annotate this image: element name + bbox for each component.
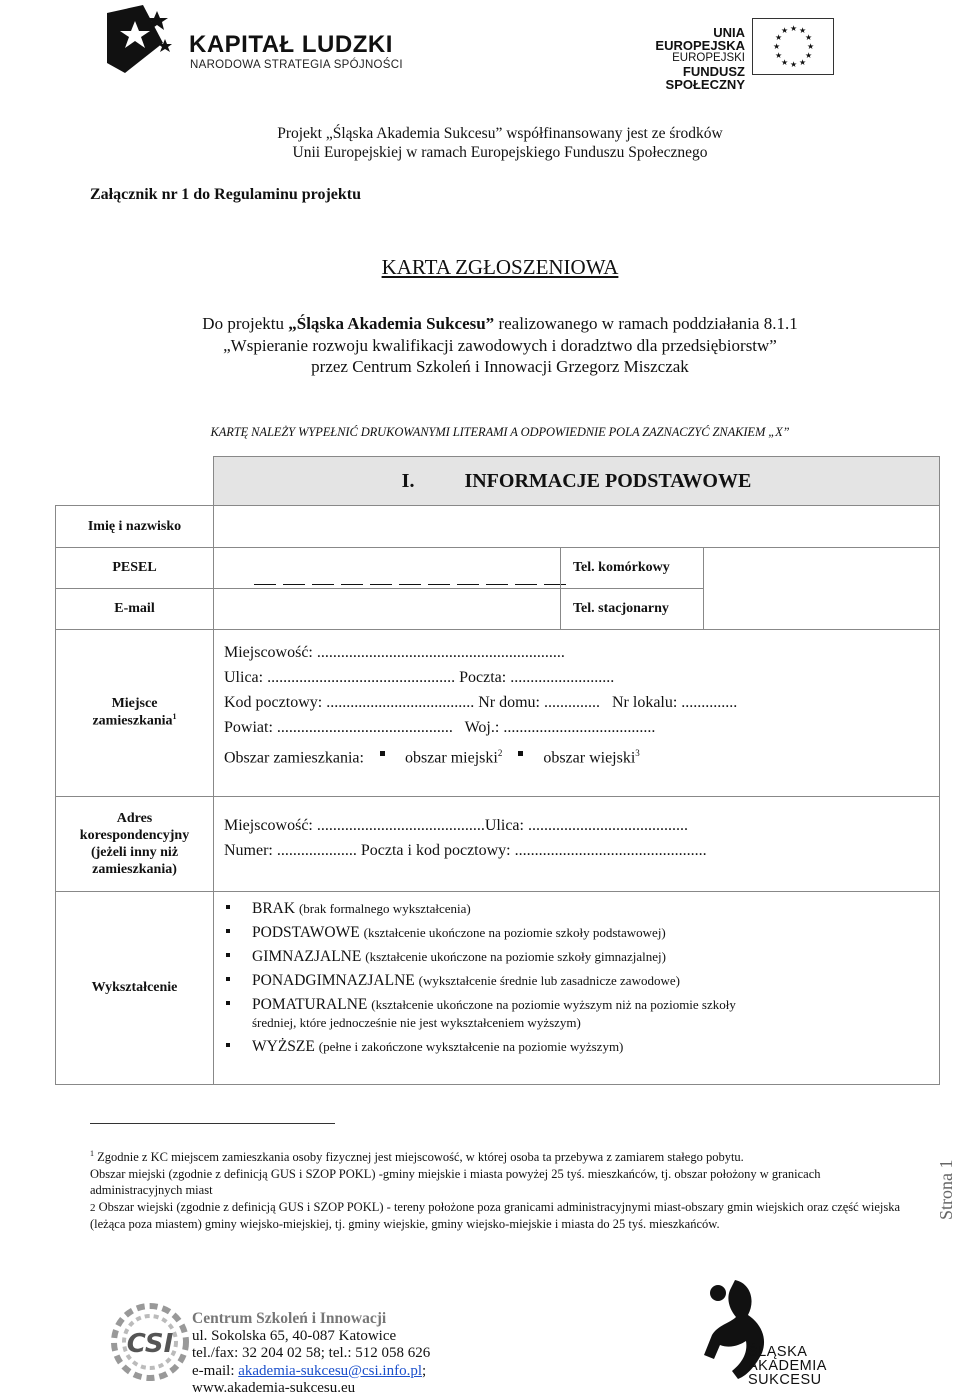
corr-label-line4: zamieszkania) [92,862,177,877]
header-spacer [56,457,214,506]
eu-line2: EUROPEJSKI [672,52,745,64]
education-desc: (kształcenie ukończone na poziomie szkoły gimnazjalnej) [365,949,666,964]
csi-logo-text: CSI [126,1329,174,1359]
kapital-ludzki-emblem-icon [105,3,185,75]
education-name: BRAK [252,900,296,917]
section-header [214,457,940,506]
kapital-ludzki-logo [105,3,403,73]
education-checkbox[interactable] [226,905,230,909]
pesel-digit[interactable] [341,584,363,585]
intro-project-name: „Śląska Akademia Sukcesu” [288,314,495,333]
education-desc: (kształcenie ukończone na poziomie szkoły podstawowej) [363,925,666,940]
pesel-digit[interactable] [254,584,276,585]
rural-footnote-mark: 3 [635,748,640,758]
footnote-1-mark: 1 [90,1149,94,1158]
intro-suffix: realizowanego w ramach poddziałania 8.1.1 [494,314,798,333]
residence-county-row [224,719,929,737]
residence-house-no[interactable]: Nr domu: .............. [478,694,600,711]
pesel-digit[interactable] [428,584,450,585]
row-divider [214,588,560,589]
footer-email-link[interactable]: akademia-sukcesu@csi.info.pl [238,1362,422,1379]
residence-post[interactable]: Poczta: .......................... [459,669,615,686]
education-desc: (pełne i zakończone wykształcenie na poziomie wyższym) [318,1039,624,1054]
footer-www: www.akademia-sukcesu.eu [192,1380,356,1396]
fill-instruction: KARTĘ NALEŻY WYPEŁNIĆ DRUKOWANYMI LITERAMI A ODPOWIEDNIE POLA ZAZNACZYĆ ZNAKIEM „X” [210,425,790,439]
education-options [214,892,940,1085]
svg-text:★: ★ [805,33,813,42]
landline-label: Tel. stacjonarny [560,589,704,629]
urban-checkbox[interactable] [380,751,385,756]
pesel-digit[interactable] [312,584,334,585]
registration-form-table [55,456,940,1085]
mobile-label: Tel. komórkowy [560,548,704,589]
email-label: E-mail [114,601,155,616]
residence-label [56,630,214,797]
urban-label: obszar miejski [404,749,498,767]
svg-text:★: ★ [781,26,789,35]
svg-text:★: ★ [775,33,783,42]
footer-email-suffix: ; [422,1362,427,1379]
education-option[interactable] [214,1038,939,1056]
svg-text:★: ★ [781,58,789,67]
corr-post-code[interactable]: Poczta i kod pocztowy: ................................................ [360,841,707,859]
area-label: Obszar zamieszkania: [224,749,364,767]
name-field[interactable] [214,506,940,548]
intro-line3: przez Centrum Szkoleń i Innowacji Grzegorz Miszczak [311,357,689,376]
residence-footnote-mark: 1 [172,712,177,722]
education-name: GIMNAZJALNE [252,948,362,965]
education-label: Wykształcenie [56,892,214,1085]
residence-flat-no[interactable]: Nr lokalu: .............. [611,694,738,711]
footer-contact [192,1310,430,1398]
correspondence-fields [214,797,940,892]
education-option-continued [214,1014,939,1032]
corr-row2 [224,842,929,860]
correspondence-label [56,797,214,892]
rural-checkbox[interactable] [518,751,523,756]
corr-label-line1: Adres [116,811,153,826]
annex-label: Załącznik nr 1 do Regulaminu projektu [90,186,362,203]
pesel-label: PESEL [56,548,213,589]
corr-street[interactable]: Ulica: ........................................ [484,816,688,834]
education-option[interactable] [214,948,939,966]
eu-line3: FUNDUSZ SPOŁECZNY [665,64,745,92]
svg-text:★: ★ [790,60,798,69]
pesel-digit[interactable] [283,584,305,585]
education-option[interactable] [214,996,939,1014]
kapital-ludzki-subtitle: NARODOWA STRATEGIA SPÓJNOŚCI [190,59,403,71]
footnote-1 [90,1146,910,1166]
form-title: KARTA ZGŁOSZENIOWA [381,255,619,279]
residence-street[interactable]: Ulica: ............................................... [224,669,456,686]
footnotes [90,1146,910,1233]
svg-text:★: ★ [799,58,807,67]
pesel-email-labels [56,548,214,630]
footnote-separator [90,1123,335,1124]
footer-phones: tel./fax: 32 204 02 58; tel.: 512 058 626 [192,1345,431,1361]
pesel-digit[interactable] [486,584,508,585]
footnote-1-text: Zgodnie z KC miejscem zamieszkania osoby fizycznej jest miejscowość, w której osoba ta przebywa z zamiarem stałego pobytu. [97,1150,744,1165]
residence-label-line2: zamieszkania [92,713,173,729]
intro-prefix: Do projektu [202,314,289,333]
footnote-2 [90,1199,910,1233]
intro-line2: „Wspieranie rozwoju kwalifikacji zawodowych i doradztwo dla przedsiębiorstw” [223,335,777,355]
residence-area-row [224,748,929,767]
corr-number[interactable]: Numer: .................... [224,841,357,859]
footer-email-row [192,1363,430,1381]
svg-text:★: ★ [790,24,798,33]
sas-line3: SUKCESU [748,1372,822,1388]
education-desc: (brak formalnego wykształcenia) [298,901,471,916]
eu-line1: UNIA EUROPEJSKA [655,25,745,53]
pesel-email-fields [214,548,940,630]
section-title: INFORMACJE PODSTAWOWE [464,469,752,492]
residence-label-line1: Miejsce [111,696,158,712]
corr-city[interactable]: Miejscowość: .......................................... [224,816,485,834]
pesel-digit[interactable] [515,584,537,585]
project-line1: Projekt „Śląska Akademia Sukcesu” współfinansowany jest ze środków [277,125,723,142]
intro-line1 [130,313,870,335]
education-name: PODSTAWOWE [252,924,360,941]
education-checkbox[interactable] [226,953,230,957]
education-option[interactable] [214,972,939,990]
education-checkbox[interactable] [226,929,230,933]
education-desc: (wykształcenie średnie lub zasadnicze zawodowe) [418,973,680,988]
slaska-akademia-sukcesu-logo [748,1345,827,1387]
svg-text:★: ★ [807,42,815,51]
project-intro [130,313,870,378]
pesel-digit[interactable] [399,584,421,585]
residence-postcode[interactable]: Kod pocztowy: ..................................... [224,694,475,711]
education-checkbox[interactable] [226,1043,230,1047]
education-name: PONADGIMNAZJALNE [252,972,415,989]
education-desc: (kształcenie ukończone na poziomie wyższym niż na poziomie szkoły [371,997,736,1012]
svg-text:★: ★ [799,26,807,35]
urban-footnote-mark: 2 [497,748,503,758]
eu-fund-text [625,26,745,91]
project-line2: Unii Europejskiej w ramach Europejskiego Funduszu Społecznego [292,144,708,161]
residence-fields [214,630,940,797]
rural-label: obszar wiejski [543,749,636,767]
footnote-1b: Obszar miejski (zgodnie z definicją GUS i SZOP POKL) -gminy miejskie i miasta powyżej 25 tyś. mieszkańców, tj. obszar położony w granicach administracyjnych miast [90,1166,821,1198]
footer-email-prefix: e-mail: [192,1362,239,1379]
pesel-digit[interactable] [457,584,479,585]
svg-text:★: ★ [775,51,783,60]
csi-logo [110,1290,190,1390]
sas-line2: AKADEMIA [748,1358,827,1374]
residence-voivodeship[interactable]: Woj.: ...................................... [464,719,656,736]
education-checkbox[interactable] [226,977,230,981]
residence-county[interactable]: Powiat: ............................................ [224,719,453,736]
pesel-digit[interactable] [370,584,392,585]
corr-label-line3: (jeżeli inny niż [90,845,179,860]
education-option[interactable] [214,900,939,918]
residence-street-row [224,669,929,687]
project-info [180,124,820,162]
kapital-ludzki-name: KAPITAŁ LUDZKI [189,31,393,58]
section-number: I. [401,469,415,492]
footer-address: ul. Sokolska 65, 40-087 Katowice [192,1327,397,1344]
name-label: Imię i nazwisko [56,506,214,548]
pesel-digit-boxes[interactable] [254,568,573,585]
education-name: POMATURALNE [252,996,368,1013]
education-name: WYŻSZE [252,1038,315,1055]
residence-postcode-row [224,694,929,712]
corr-label-line2: korespondencyjny [79,828,190,843]
corr-row1 [224,817,929,835]
residence-city[interactable]: Miejscowość: .............................................................. [224,644,565,661]
footnote-2-text: Obszar wiejski (zgodnie z definicją GUS i SZOP POKL) - tereny położone poza granicami administracyjnymi miast-obszary gmin wiejskich oraz część wiejska (leżąca poza miastem) gminy wiejsko-miejskiej, tj. gminy wiejskie, gminy wiejsko-miejskie i miasta do 25 tyś. mieszkańców. [90,1199,901,1232]
svg-text:★: ★ [773,42,781,51]
footnote-2-mark: 2 [90,1201,96,1214]
svg-text:★: ★ [805,51,813,60]
page-number: Strona 1 [936,1159,956,1220]
education-checkbox[interactable] [226,1001,230,1005]
eu-flag-icon [752,18,834,75]
footer-org: Centrum Szkoleń i Innowacji [192,1310,387,1327]
education-desc: średniej, które jednocześnie nie jest wykształceniem wyższym) [252,1015,581,1030]
education-option[interactable] [214,924,939,942]
sas-line1: ŚLĄSKA [748,1344,808,1360]
